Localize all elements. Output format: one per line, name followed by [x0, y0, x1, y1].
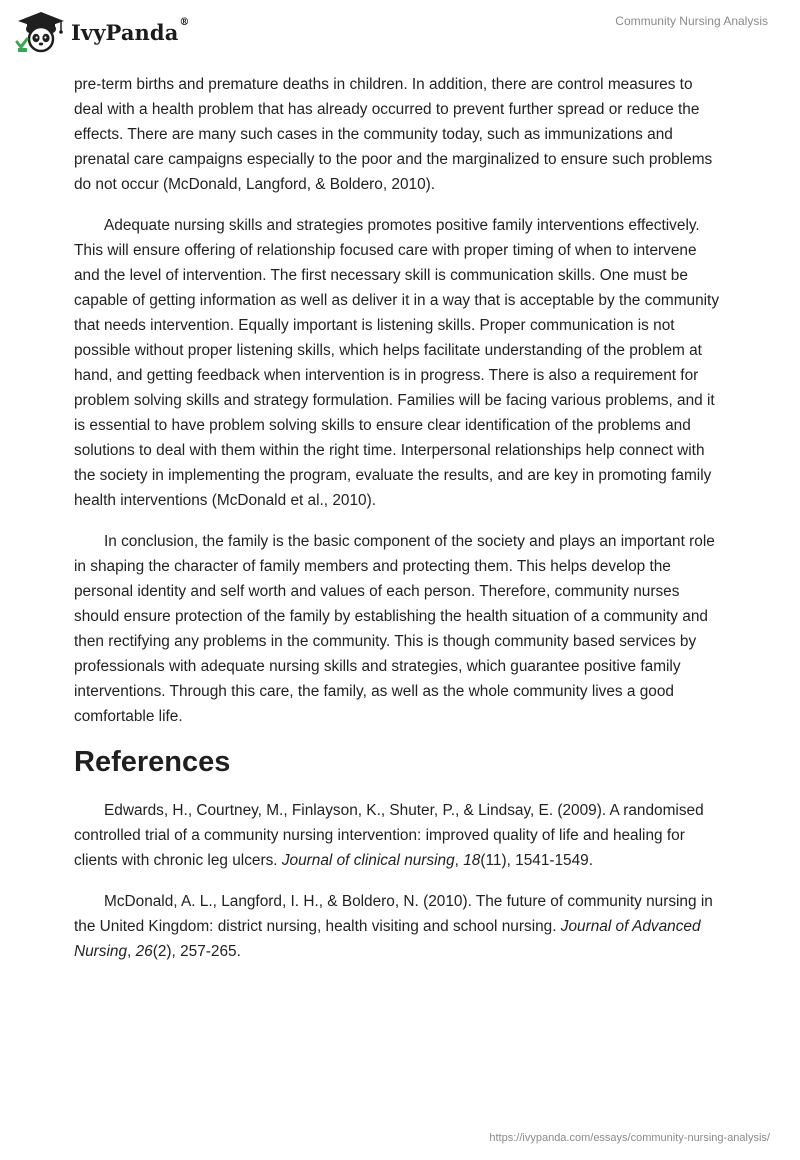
reference-entry: [74, 798, 724, 873]
reference-separator: ,: [454, 852, 464, 869]
reference-separator: ,: [127, 943, 136, 960]
reference-citation: McDonald, A. L., Langford, I. H., & Boldero, N. (2010). The future of community nursing in the United Kingdom: district nursing, health visiting and school nursing.: [74, 893, 713, 935]
reference-journal: Journal of Advanced Nursing: [74, 918, 701, 960]
body-paragraph: pre-term births and premature deaths in children. In addition, there are control measures to deal with a health problem that has already occurred to prevent further spread or reduce the effects. There are many such cases in the community today, such as immunizations and prenatal care campaigns especially to the poor and the marginalized to ensure such problems do not occur (McDonald, Langford, & Boldero, 2010).: [74, 76, 713, 193]
essay-content: [74, 72, 724, 980]
reference-volume: 18: [463, 852, 481, 869]
body-paragraph: Adequate nursing skills and strategies promotes positive family interventions effectively. This will ensure offering of relationship focused care with proper timing of when to intervene and the level of intervention. The first necessary skill is communication skills. One must be capable of getting information as well as deliver it in a way that is acceptable by the community that needs intervention. Equally important is listening skills. Proper communication is not possible without proper listening skills, which helps facilitate understanding of the problem at hand, and getting feedback when intervention is in progress. There is also a requirement for problem solving skills and strategy formulation. Families will be facing various problems, and it is essential to have problem solving skills to ensure clear identification of the problems and solutions to deal with them within the right time. Interpersonal relationships help connect with the society in implementing the program, evaluate the results, and are key in promoting family health interventions (McDonald et al., 2010).: [74, 217, 720, 509]
page-header: [0, 0, 800, 70]
registered-mark: ®: [179, 16, 190, 28]
reference-entry: [74, 889, 724, 964]
body-paragraph: In conclusion, the family is the basic component of the society and plays an important role in shaping the character of family members and protecting them. This helps develop the personal identity and self worth and values of each person. Therefore, community nurses should ensure protection of the family by establishing the health situation of a community and then rectifying any problems in the community. This is though community based services by professionals with adequate nursing skills and strategies, which guarantee positive family interventions. Through this care, the family, as well as the whole community lives a good comfortable life.: [74, 533, 715, 725]
references-heading: References: [74, 746, 231, 778]
reference-pages: (2), 257-265.: [152, 943, 241, 960]
source-url-link[interactable]: https://ivypanda.com/essays/community-nursing-analysis/: [489, 1132, 770, 1144]
reference-citation: Edwards, H., Courtney, M., Finlayson, K., Shuter, P., & Lindsay, E. (2009). A randomised controlled trial of a community nursing intervention: improved quality of life and healing for clients with chronic leg ulcers.: [74, 802, 704, 869]
document-title: Community Nursing Analysis: [615, 14, 768, 28]
reference-pages: (11), 1541-1549.: [480, 852, 594, 869]
reference-volume: 26: [135, 943, 153, 960]
brand-name: IvyPanda: [71, 19, 179, 45]
panda-graduation-cap-icon: [14, 9, 66, 53]
ivypanda-logo[interactable]: [14, 9, 190, 53]
logo-wordmark: [71, 16, 190, 45]
reference-journal: Journal of clinical nursing: [281, 852, 455, 869]
